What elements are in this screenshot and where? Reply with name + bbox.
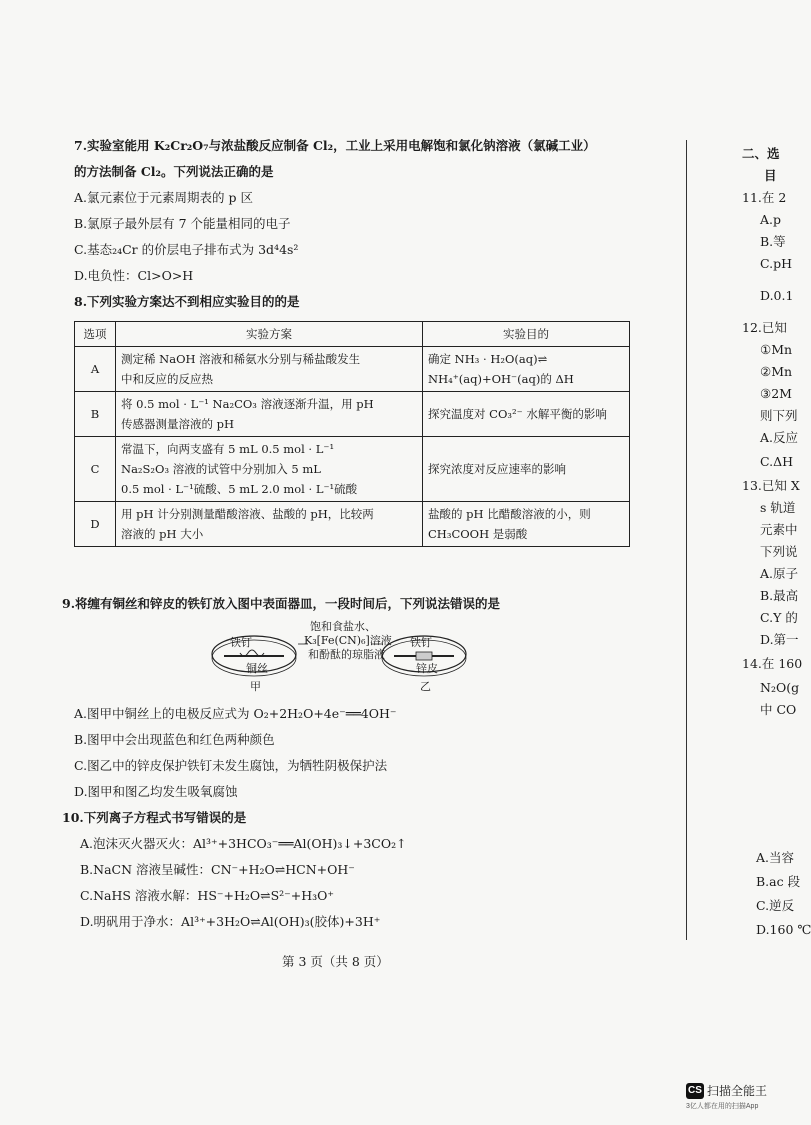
rc-line: C.pH [760, 256, 792, 271]
label-left-nail: 铁钉 [230, 636, 252, 649]
label-right-name: 乙 [420, 680, 431, 693]
q10-option-b: B.NaCN 溶液呈碱性：CN⁻+H₂O⇌HCN+OH⁻ [80, 862, 355, 877]
header-option: 选项 [75, 322, 116, 347]
table-row [75, 437, 630, 502]
q9-option-b: B.图甲中会出现蓝色和红色两种颜色 [74, 732, 275, 747]
q7-stem-line2: 的方法制备 Cl₂。下列说法正确的是 [74, 164, 274, 179]
rc-line: 14.在 160 [742, 656, 803, 671]
label-center-2: K₃[Fe(CN)₆]溶液 [304, 634, 392, 647]
row-goal: 探究温度对 CO₃²⁻ 水解平衡的影响 [423, 392, 630, 437]
row-goal: 盐酸的 pH 比醋酸溶液的小，则 CH₃COOH 是弱酸 [423, 502, 630, 547]
q8-table [74, 321, 630, 547]
rc-line: 二、选 [742, 146, 780, 161]
rc-line: D.第一 [760, 632, 799, 647]
label-left-wire: 铜丝 [246, 662, 268, 675]
q9-dish-diagram [210, 620, 470, 696]
rc-line: ①Mn [760, 342, 793, 357]
rc-line: 下列说 [760, 544, 798, 559]
rc-line: B.等 [760, 234, 786, 249]
cs-badge-icon: CS [686, 1083, 704, 1099]
rc-line: s 轨道 [760, 500, 796, 515]
row-plan: 常温下，向两支盛有 5 mL 0.5 mol · L⁻¹ Na₂S₂O₃ 溶液的试管中分别加入 5 mL 0.5 mol · L⁻¹硫酸、5 mL 2.0 mol · L⁻¹硫酸 [116, 437, 423, 502]
rc-line: A.反应 [760, 430, 799, 445]
rc-line: C.ΔH [760, 454, 794, 469]
label-center-3: 和酚酞的琼脂液 [308, 648, 385, 661]
q10-option-c: C.NaHS 溶液水解：HS⁻+H₂O⇌S²⁻+H₃O⁺ [80, 888, 334, 903]
rc-line: D.160 ℃ [756, 922, 811, 937]
row-option: B [75, 392, 116, 437]
label-right-nail: 铁钉 [410, 636, 432, 649]
table-row [75, 347, 630, 392]
label-left-name: 甲 [250, 680, 261, 693]
label-right-wire: 锌皮 [416, 662, 438, 675]
rc-line: 目 [764, 168, 777, 183]
rc-line: 11.在 2 [742, 190, 787, 205]
q8-stem: 8.下列实验方案达不到相应实验目的的是 [74, 294, 300, 309]
row-plan: 测定稀 NaOH 溶液和稀氨水分别与稀盐酸发生 中和反应的反应热 [116, 347, 423, 392]
rc-line: N₂O(g [760, 680, 800, 695]
row-goal: 探究浓度对反应速率的影响 [423, 437, 630, 502]
q7-stem-line1: 7.实验室能用 K₂Cr₂O₇与浓盐酸反应制备 Cl₂，工业上采用电解饱和氯化钠溶液（氯碱工业） [74, 138, 596, 153]
rc-line: A.p [760, 212, 782, 227]
q7-option-a: A.氯元素位于元素周期表的 p 区 [74, 190, 253, 205]
header-plan: 实验方案 [116, 322, 423, 347]
rc-line: 12.已知 [742, 320, 787, 335]
table-row [75, 502, 630, 547]
q10-stem: 10.下列离子方程式书写错误的是 [62, 810, 247, 825]
zinc-sheet [416, 652, 432, 660]
camscanner-logo [686, 1080, 796, 1111]
row-goal: 确定 NH₃ · H₂O(aq)⇌ NH₄⁺(aq)+OH⁻(aq)的 ΔH [423, 347, 630, 392]
rc-line: 元素中 [760, 522, 798, 537]
q9-stem: 9.将缠有铜丝和锌皮的铁钉放入图中表面器皿，一段时间后，下列说法错误的是 [62, 596, 501, 611]
row-option: D [75, 502, 116, 547]
table-row [75, 392, 630, 437]
rc-line: 则下列 [760, 408, 798, 423]
rc-line: 13.已知 X [742, 478, 800, 493]
q7-option-c: C.基态₂₄Cr 的价层电子排布式为 3d⁴4s² [74, 242, 299, 257]
rc-line: ②Mn [760, 364, 793, 379]
label-center-1: 饱和食盐水、 [310, 620, 376, 633]
column-divider [686, 140, 687, 940]
header-goal: 实验目的 [423, 322, 630, 347]
q10-option-d: D.明矾用于净水：Al³⁺+3H₂O⇌Al(OH)₃(胶体)+3H⁺ [80, 914, 381, 929]
row-option: A [75, 347, 116, 392]
rc-line: 中 CO [760, 702, 797, 717]
rc-line: B.ac 段 [756, 874, 801, 889]
rc-line: B.最高 [760, 588, 799, 603]
rc-line: D.0.1 [760, 288, 794, 303]
q7-option-d: D.电负性：Cl>O>H [74, 268, 194, 283]
row-plan: 将 0.5 mol · L⁻¹ Na₂CO₃ 溶液逐渐升温，用 pH 传感器测量溶液的 pH [116, 392, 423, 437]
row-plan: 用 pH 计分别测量醋酸溶液、盐酸的 pH，比较两 溶液的 pH 大小 [116, 502, 423, 547]
rc-line: A.当容 [756, 850, 795, 865]
q9-option-a: A.图甲中铜丝上的电极反应式为 O₂+2H₂O+4e⁻══4OH⁻ [74, 706, 397, 721]
page-footer: 第 3 页（共 8 页） [282, 954, 389, 969]
q10-option-a: A.泡沫灭火器灭火：Al³⁺+3HCO₃⁻══Al(OH)₃↓+3CO₂↑ [80, 836, 407, 851]
rc-line: A.原子 [760, 566, 799, 581]
table-header-row [75, 322, 630, 347]
logo-text: 扫描全能王 [707, 1084, 768, 1098]
rc-line: ③2M [760, 386, 792, 401]
q9-option-c: C.图乙中的锌皮保护铁钉未发生腐蚀，为牺牲阴极保护法 [74, 758, 388, 773]
rc-line: C.逆反 [756, 898, 795, 913]
rc-line: C.Y 的 [760, 610, 798, 625]
q9-option-d: D.图甲和图乙均发生吸氧腐蚀 [74, 784, 238, 799]
row-option: C [75, 437, 116, 502]
q7-option-b: B.氯原子最外层有 7 个能量相同的电子 [74, 216, 291, 231]
logo-subtext: 3亿人都在用的扫描App [686, 1103, 759, 1110]
